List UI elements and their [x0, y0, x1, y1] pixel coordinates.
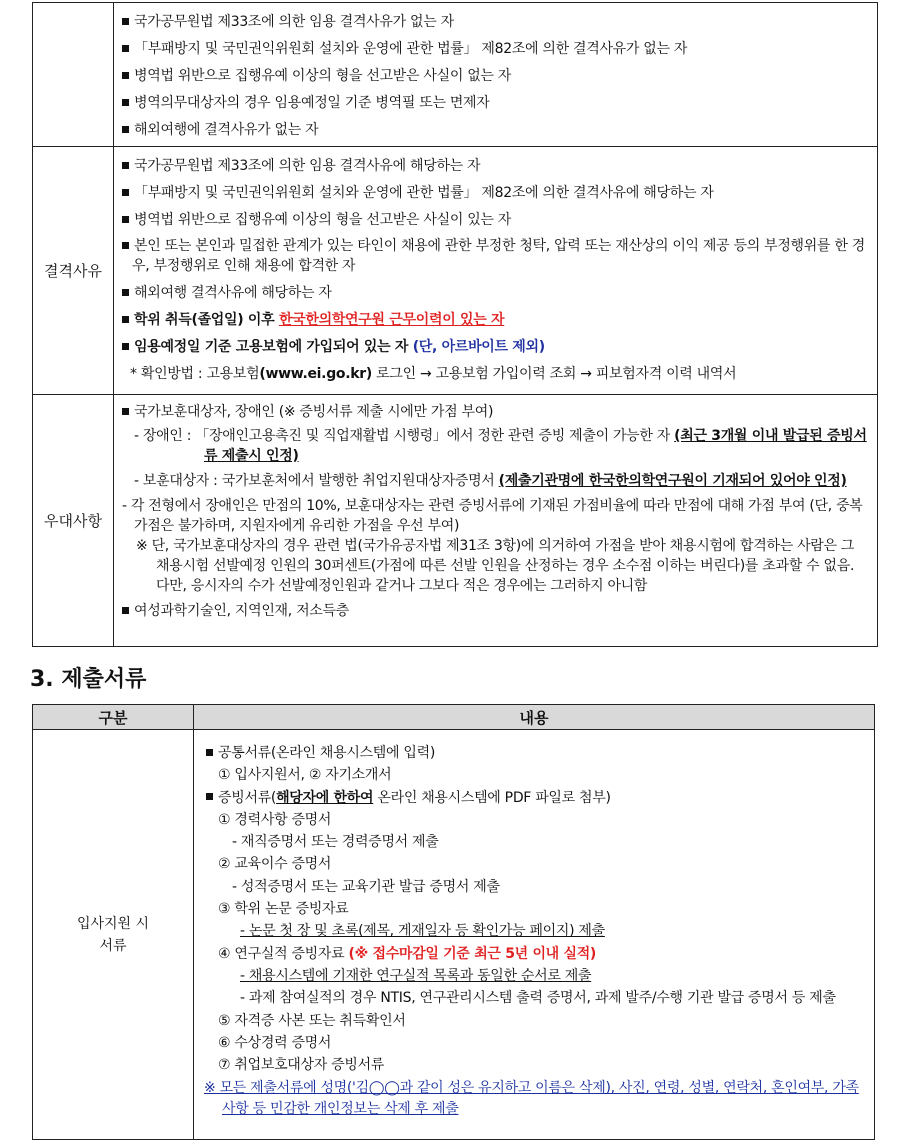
- list-item: 국가보훈대상자, 장애인 (※ 증빙서류 제출 시에만 가점 부여): [120, 401, 871, 423]
- list-item: 병역의무대상자의 경우 임용예정일 기준 병역필 또는 면제자: [120, 92, 871, 114]
- proof-item-4-detail-a: - 채용시스템에 기재한 연구실적 목록과 동일한 순서로 제출: [240, 967, 592, 984]
- bullet-icon: [122, 18, 129, 25]
- bullet-icon: [122, 45, 129, 52]
- proof-docs: 증빙서류(해당자에 한하여 온라인 채용시스템에 PDF 파일로 첨부): [204, 787, 866, 809]
- bullet-icon: [122, 189, 129, 196]
- bullet-icon: [122, 99, 129, 106]
- proof-item-1-detail: - 재직증명서 또는 경력증명서 제출: [232, 834, 439, 851]
- common-docs: 공통서류(온라인 채용시스템에 입력): [204, 742, 866, 764]
- common-docs-items: ① 입사지원서, ② 자기소개서: [218, 767, 392, 784]
- bullet-icon: [122, 126, 129, 133]
- list-item: 임용예정일 기준 고용보험에 가입되어 있는 자 (단, 아르바이트 제외): [120, 336, 871, 358]
- proof-item-2: ② 교육이수 증명서: [218, 856, 332, 873]
- bullet-icon: [206, 749, 213, 756]
- bullet-icon: [122, 72, 129, 79]
- bullet-icon: [122, 289, 129, 296]
- bullet-icon: [122, 162, 129, 169]
- proof-item-4: ④ 연구실적 증빙자료 (※ 접수마감일 기준 최근 5년 이내 실적): [218, 945, 597, 962]
- disabled-criteria: - 장애인 : 「장애인고용촉진 및 직업재활법 시행령」에서 정한 관련 증빙 제출이 가능한 자 (최근 3개월 이내 발급된 증빙서류 제출시 인정): [134, 428, 867, 464]
- requirements-table: [32, 2, 878, 647]
- proof-item-2-detail: - 성적증명서 또는 교육기관 발급 증명서 제출: [232, 878, 500, 895]
- bullet-icon: [122, 316, 129, 323]
- proof-item-3-detail: - 논문 첫 장 및 초록(제목, 게재일자 등 확인가능 페이지) 제출: [240, 923, 605, 940]
- bullet-icon: [122, 408, 129, 415]
- veteran-criteria: - 보훈대상자 : 국가보훈처에서 발행한 취업지원대상자증명서 (제출기관명에 한국한의학연구원이 기재되어 있어야 인정): [134, 473, 847, 489]
- preference-label: 우대사항: [33, 395, 114, 647]
- qualification-content-cell: [114, 3, 878, 147]
- list-item: 병역법 위반으로 집행유예 이상의 형을 선고받은 사실이 없는 자: [120, 65, 871, 87]
- list-item: 학위 취득(졸업일) 이후 한국한의학연구원 근무이력이 있는 자: [120, 309, 871, 331]
- qualification-label-cell: [33, 3, 114, 147]
- list-item: 국가공무원법 제33조에 의한 임용 결격사유가 없는 자: [120, 11, 871, 33]
- bullet-icon: [122, 607, 129, 614]
- list-item: 「부패방지 및 국민권익위원회 설치와 운영에 관한 법률」 제82조에 의한 결격사유가 없는 자: [120, 38, 871, 60]
- proof-item-3: ③ 학위 논문 증빙자료: [218, 901, 349, 918]
- privacy-note: ※ 모든 제출서류에 성명('김◯◯과 같이 성은 유지하고 이름은 삭제), 사진, 연령, 성별, 연락처, 혼인여부, 가족사항 등 민감한 개인정보는 삭제 후 제출: [204, 1080, 859, 1118]
- preference-content-cell: [114, 395, 878, 647]
- proof-item-5: ⑤ 자격증 사본 또는 취득확인서: [218, 1012, 406, 1029]
- documents-content-cell: [194, 730, 875, 1140]
- proof-item-6: ⑥ 수상경력 증명서: [218, 1034, 332, 1051]
- list-item: 국가공무원법 제33조에 의한 임용 결격사유에 해당하는 자: [120, 155, 871, 177]
- bullet-icon: [122, 343, 129, 350]
- proof-item-1: ① 경력사항 증명서: [218, 811, 332, 828]
- header-content: 내용: [194, 705, 875, 730]
- list-item: 「부패방지 및 국민권익위원회 설치와 운영에 관한 법률」 제82조에 의한 결격사유에 해당하는 자: [120, 182, 871, 204]
- list-item: 해외여행 결격사유에 해당하는 자: [120, 282, 871, 304]
- documents-label: 입사지원 시 서류: [33, 730, 194, 1140]
- proof-item-4-detail-b: - 과제 참여실적의 경우 NTIS, 연구관리시스템 출력 증명서, 과제 발주/수행 기관 발급 증명서 등 제출: [240, 990, 836, 1007]
- header-category: 구분: [33, 705, 194, 730]
- bullet-icon: [206, 793, 213, 800]
- bullet-icon: [122, 242, 129, 249]
- check-method: * 확인방법 : 고용보험(www.ei.go.kr) 로그인 → 고용보험 가입이력 조회 → 피보험자격 이력 내역서: [130, 366, 737, 382]
- disqualify-label: 결격사유: [33, 147, 114, 395]
- bullet-icon: [122, 216, 129, 223]
- list-item: 해외여행에 결격사유가 없는 자: [120, 119, 871, 141]
- documents-table: [32, 704, 875, 1140]
- proof-item-7: ⑦ 취업보호대상자 증빙서류: [218, 1057, 385, 1074]
- section-title: 3. 제출서류: [30, 667, 147, 692]
- points-rule: - 각 전형에서 장애인은 만점의 10%, 보훈대상자는 관련 증빙서류에 기재된 가점비율에 따라 만점에 대해 가점 부여 (단, 중복 가점은 불가하며, 지원자에게 유리한 가점을 우선 부여): [122, 498, 863, 534]
- points-note: ※ 단, 국가보훈대상자의 경우 관련 법(국가유공자법 제31조 3항)에 의거하여 가점을 받아 채용시험에 합격하는 사람은 그 채용시험 선발예정 인원의 30퍼센트(가점에 따른 선발 인원을 산정하는 경우 소수점 이하는 버린다)를 초과할 수 없음. 다만, 응시자의 수가 선발예정인원과 같거나 그보다 적은 경우에는 그러하지 아니함: [136, 538, 855, 594]
- list-item: 본인 또는 본인과 밀접한 관계가 있는 타인이 채용에 관한 부정한 청탁, 압력 또는 재산상의 이익 제공 등의 부정행위를 한 경우, 부정행위로 인해 채용에 합격한 자: [120, 236, 871, 276]
- list-item: 병역법 위반으로 집행유예 이상의 형을 선고받은 사실이 있는 자: [120, 209, 871, 231]
- list-item: 여성과학기술인, 지역인재, 저소득층: [120, 600, 871, 622]
- disqualify-content-cell: [114, 147, 878, 395]
